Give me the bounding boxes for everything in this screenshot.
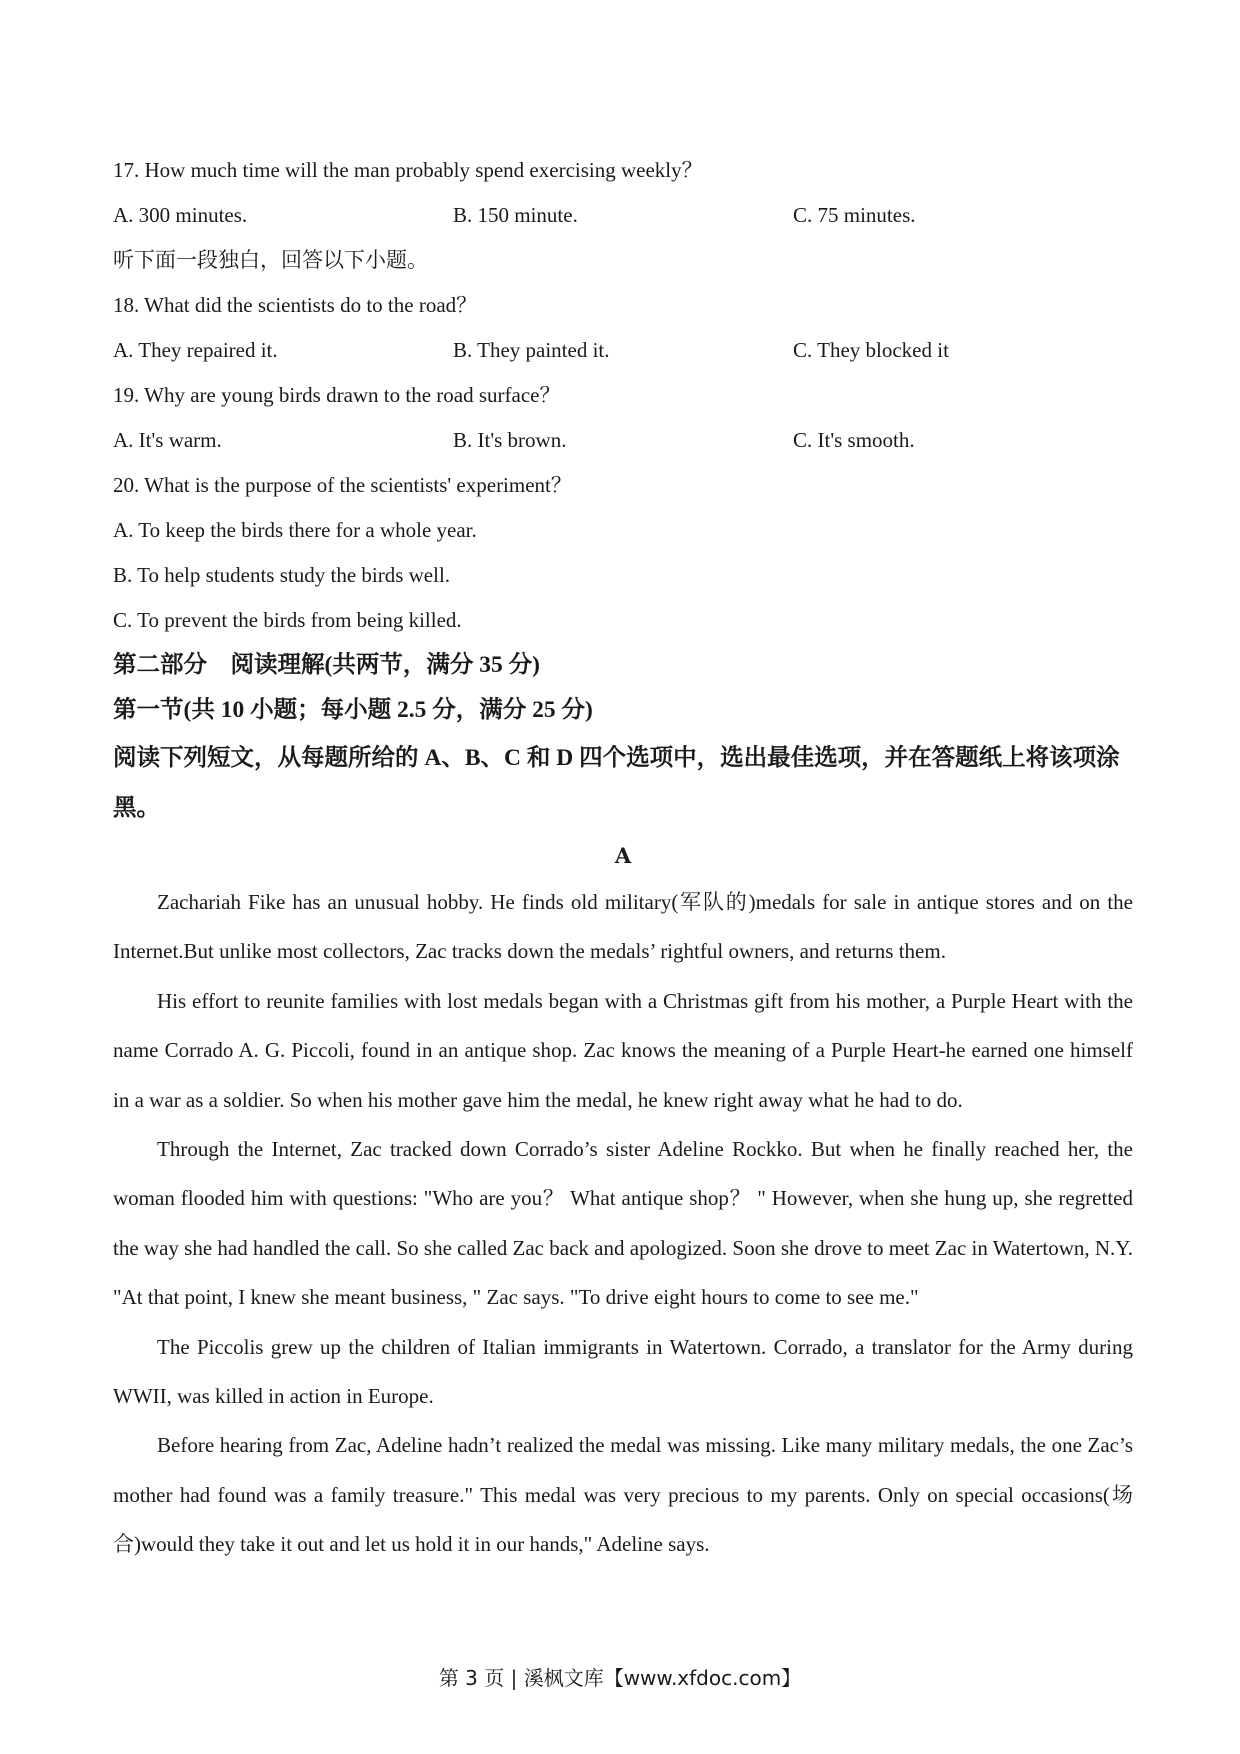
passage-paragraph: Through the Internet, Zac tracked down Corrado’s sister Adeline Rockko. But when he finally reached her, the woman flooded him with questions: "Who are you？ What antique shop？ " However, when she hung up, she regretted the way she had handled the call. So she called Zac back and apologized. Soon she drove to meet Zac in Watertown, N.Y. "At that point, I knew she meant business, " Zac says. "To drive eight hours to come to see me." bbox=[113, 1137, 1133, 1310]
question-17-stem: 17. How much time will the man probably spend exercising weekly？ bbox=[113, 158, 703, 182]
option-b: B. It's brown. bbox=[453, 428, 567, 452]
option-c: C. They blocked it bbox=[793, 338, 949, 362]
option-a: A. It's warm. bbox=[113, 428, 222, 452]
part-two-title: 第二部分 阅读理解(共两节，满分 35 分) bbox=[113, 652, 540, 678]
option-a: A. 300 minutes. bbox=[113, 203, 248, 227]
passage-paragraph: Before hearing from Zac, Adeline hadn’t realized the medal was missing. Like many military medals, the one Zac’s mother had found was a family treasure." This medal was very precious to my parents. Only on special occasions(场合)would they take it out and let us hold it in our hands," Adeline says. bbox=[113, 1433, 1133, 1557]
exam-page bbox=[113, 148, 1133, 1570]
question-19-options bbox=[113, 418, 1133, 463]
page-footer: 第 3 页 | 溪枫文库【www.xfdoc.com】 bbox=[438, 1666, 802, 1690]
passage-paragraph: Zachariah Fike has an unusual hobby. He finds old military(军队的)medals for sale in antique stores and on the Internet.But unlike most collectors, Zac tracks down the medals’ rightful owners, and returns them. bbox=[113, 890, 1133, 964]
passage-title: A bbox=[614, 843, 632, 868]
question-19-stem: 19. Why are young birds drawn to the road surface？ bbox=[113, 383, 561, 407]
section-one-title: 第一节(共 10 小题；每小题 2.5 分，满分 25 分) bbox=[113, 697, 593, 723]
question-18-stem: 18. What did the scientists do to the road？ bbox=[113, 293, 478, 317]
option-c: C. It's smooth. bbox=[793, 428, 915, 452]
passage-paragraph: His effort to reunite families with lost medals began with a Christmas gift from his mother, a Purple Heart with the name Corrado A. G. Piccoli, found in an antique shop. Zac knows the meaning of a Purple Heart-he earned one himself in a war as a soldier. So when his mother gave him the medal, he knew right away what he had to do. bbox=[113, 988, 1133, 1112]
reading-instruction: 阅读下列短文，从每题所给的 A、B、C 和 D 四个选项中，选出最佳选项，并在答题纸上将该项涂黑。 bbox=[113, 745, 1120, 821]
question-20-stem: 20. What is the purpose of the scientists' experiment？ bbox=[113, 473, 572, 497]
option-a: A. To keep the birds there for a whole year. bbox=[113, 518, 477, 542]
question-17-options bbox=[113, 193, 1133, 238]
monologue-intro: 听下面一段独白，回答以下小题。 bbox=[113, 248, 428, 272]
option-c: C. 75 minutes. bbox=[793, 203, 916, 227]
question-18-options bbox=[113, 328, 1133, 373]
option-a: A. They repaired it. bbox=[113, 338, 278, 362]
option-b: B. They painted it. bbox=[453, 338, 610, 362]
passage-paragraph: The Piccolis grew up the children of Italian immigrants in Watertown. Corrado, a translator for the Army during WWII, was killed in action in Europe. bbox=[113, 1334, 1133, 1409]
option-c: C. To prevent the birds from being killed. bbox=[113, 608, 462, 632]
option-b: B. 150 minute. bbox=[453, 203, 578, 227]
option-b: B. To help students study the birds well. bbox=[113, 563, 451, 587]
